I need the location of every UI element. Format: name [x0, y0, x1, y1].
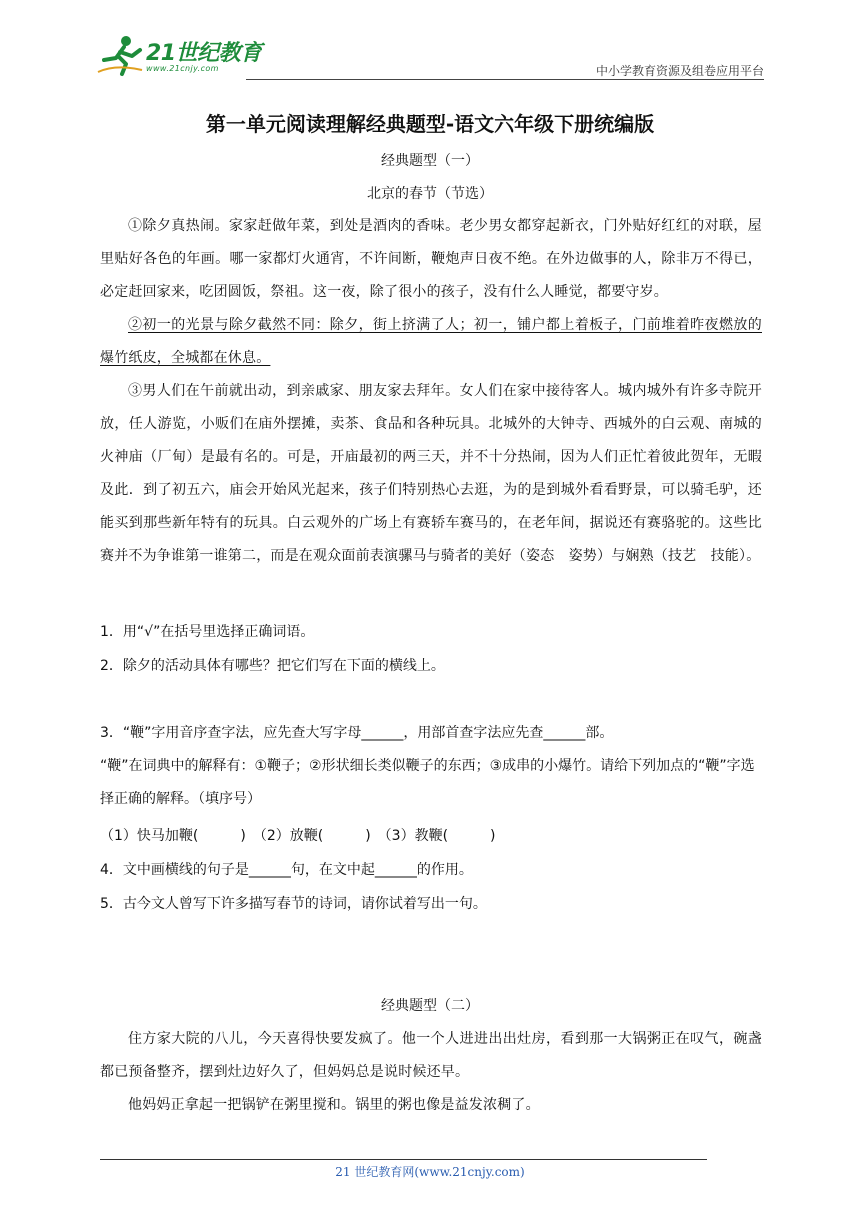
question-1: 1．用“√”在括号里选择正确词语。	[100, 624, 315, 640]
logo	[96, 34, 266, 78]
platform-name: 中小学教育资源及组卷应用平台	[595, 64, 764, 78]
page-title: 第一单元阅读理解经典题型-语文六年级下册统编版	[205, 112, 655, 136]
question-3: 3．“鞭”字用音序查字法，应先查大写字母______，用部首查字法应先查______部。	[100, 725, 614, 741]
question-5: 5．古今文人曾写下许多描写春节的诗词，请你试着写出一句。	[100, 896, 487, 912]
runner-logo-icon	[96, 34, 146, 78]
passage-title: 北京的春节（节选）	[367, 186, 493, 202]
paragraph-2-underlined: ②初一的光景与除夕截然不同：除夕，街上挤满了人；初一，铺户都上着板子，门前堆着昨夜燃放的爆竹纸皮，全城都在休息。	[100, 317, 762, 366]
section2-heading: 经典题型（二）	[381, 998, 479, 1014]
logo-text: 21世纪教育	[146, 41, 262, 66]
question-4: 4．文中画横线的句子是______句，在文中起______的作用。	[100, 862, 473, 878]
question-2: 2．除夕的活动具体有哪些？把它们写在下面的横线上。	[100, 658, 445, 674]
footer-divider	[100, 1159, 707, 1160]
question-3-items: （1）快马加鞭( ) （2）放鞭( ) （3）教鞭( )	[100, 828, 496, 844]
question-3-explanation: “鞭”在词典中的解释有：①鞭子；②形状细长类似鞭子的东西；③成串的小爆竹。请给下列加点的“鞭”字选择正确的解释。（填序号）	[100, 758, 755, 807]
header-divider	[246, 79, 764, 80]
page-header	[96, 28, 764, 80]
section2-paragraph-2: 他妈妈正拿起一把锅铲在粥里搅和。锅里的粥也像是益发浓稠了。	[128, 1097, 540, 1113]
section1-heading: 经典题型（一）	[381, 153, 479, 169]
paragraph-1: ①除夕真热闹。家家赶做年菜，到处是酒肉的香味。老少男女都穿起新衣，门外贴好红红的对联，屋里贴好各色的年画。哪一家都灯火通宵，不许间断，鞭炮声日夜不绝。在外边做事的人，除非万不得已，必定赶回家来，吃团圆饭，祭祖。这一夜，除了很小的孩子，没有什么人睡觉，都要守岁。	[100, 218, 762, 300]
paragraph-3: ③男人们在午前就出动，到亲戚家、朋友家去拜年。女人们在家中接待客人。城内城外有许多寺院开放，任人游览，小贩们在庙外摆摊，卖茶、食品和各种玩具。北城外的大钟寺、西城外的白云观、南城的火神庙（厂甸）是最有名的。可是，开庙最初的两三天，并不十分热闹，因为人们正忙着彼此贺年，无暇及此．到了初五六，庙会开始风光起来，孩子们特别热心去逛，为的是到城外看看野景，可以骑毛驴，还能买到那些新年特有的玩具。白云观外的广场上有赛轿车赛马的，在老年间，据说还有赛骆驼的。这些比赛并不为争谁第一谁第二，而是在观众面前表演骡马与骑者的美好（姿态 姿势）与娴熟（技艺 技能）。	[100, 383, 762, 564]
logo-url: www.21cnjy.com	[146, 64, 219, 73]
footer-text: 21 世纪教育网(www.21cnjy.com)	[335, 1165, 525, 1179]
section2-paragraph-1: 住方家大院的八儿，今天喜得快要发疯了。他一个人进进出出灶房，看到那一大锅粥正在叹气，碗盏都已预备整齐，摆到灶边好久了，但妈妈总是说时候还早。	[100, 1031, 762, 1080]
